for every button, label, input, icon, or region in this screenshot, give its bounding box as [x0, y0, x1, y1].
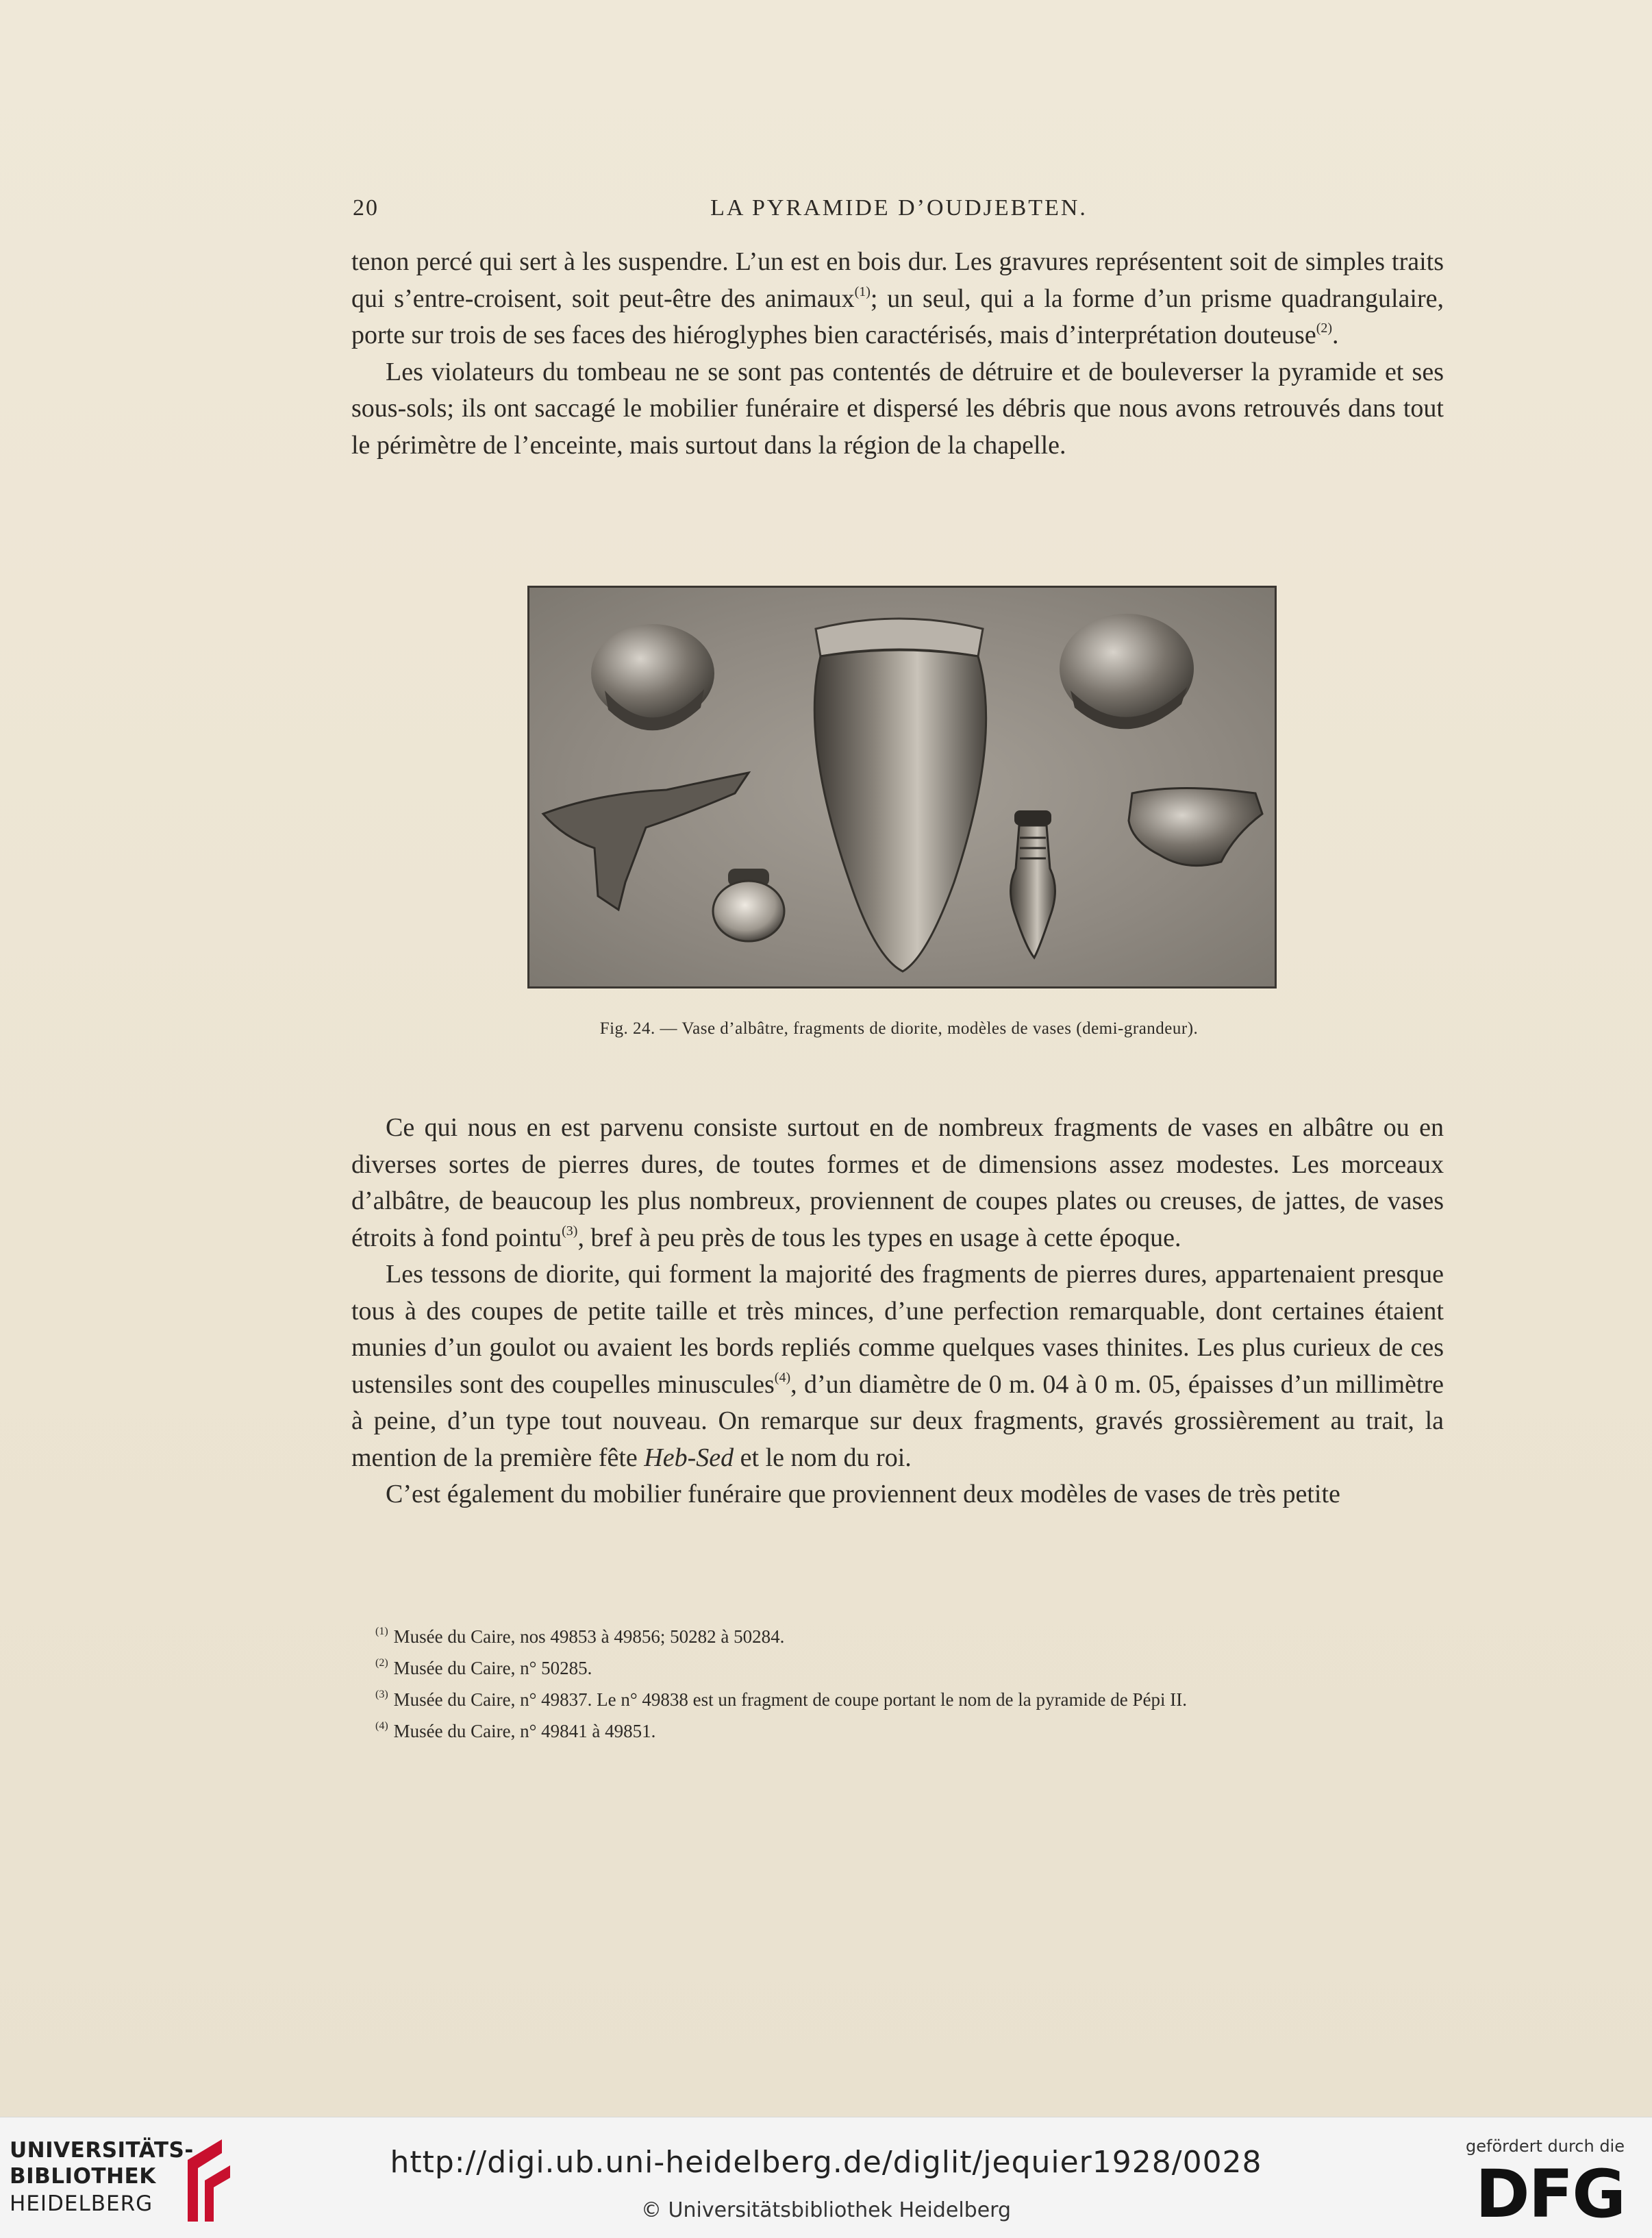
footnote-ref-3[interactable]: (3): [562, 1223, 578, 1239]
paragraph-4: Les tessons de diorite, qui forment la majorité des fragments de pierres dures, appartenaient presque tous à des coupes de petite taille et très minces, d’une perfection remarquable, dont certaines étaient munies d’un goulot ou avaient les bords repliés comme quelques vases thinites. Les plus curieux de ces ustensiles sont des coupelles minuscules$^{(4)}$, d’un diamètre de 0 m. 04 à 0 m. 05, épaisses d’un millimètre à peine, d’un type tout nouveau. On remarque sur deux fragments, gravés grossièrement au trait, la mention de la première fête Heb-Sed et le nom du roi.: [351, 1260, 1444, 1472]
university-library-logo[interactable]: UNIVERSITÄTS- BIBLIOTHEK HEIDELBERG: [10, 2133, 236, 2228]
diorite-fragment-right: [1129, 788, 1262, 866]
text-block-bottom: [351, 1110, 1444, 1513]
running-title: LA PYRAMIDE D’OUDJEBTEN.: [710, 195, 1088, 221]
footnote-2: $^{(2)}$ Musée du Caire, n° 50285.: [375, 1657, 592, 1678]
figure-caption: Fig. 24. — Vase d’albâtre, fragments de diorite, modèles de vases (demi-grandeur).: [599, 1019, 1199, 1038]
paragraph-5: C’est également du mobilier funéraire que proviennent deux modèles de vases de très petite: [386, 1480, 1340, 1508]
diorite-fragment-t-shaped: [543, 773, 749, 910]
figure-photo: [527, 586, 1277, 989]
dfg-funding-logo[interactable]: gefördert durch die DFG: [1466, 2137, 1625, 2233]
vase-model-round: [713, 869, 784, 941]
paragraph-3: Ce qui nous en est parvenu consiste surtout en de nombreux fragments de vases en albâtre ou en diverses sortes de pierres dures, de toutes formes et de dimensions assez modestes. Les morceaux d’albâtre, de beaucoup les plus nombreux, proviennent de coupes plates ou creuses, de jattes, de vases étroits à fond pointu$^{(3)}$, bref à peu près de tous les types en usage à cette époque.: [351, 1113, 1444, 1252]
footnote-ref-1[interactable]: (1): [854, 284, 871, 299]
text-block-top: [351, 244, 1444, 464]
footnote-3: $^{(3)}$ Musée du Caire, n° 49837. Le n° 49838 est un fragment de coupe portant le nom de la pyramide de Pépi II.: [375, 1689, 1187, 1710]
copyright-notice: © Universitätsbibliothek Heidelberg: [640, 2198, 1011, 2222]
alabaster-vase: [814, 619, 986, 971]
running-header: [353, 195, 1445, 229]
heb-sed-term: Heb-Sed: [644, 1443, 734, 1472]
viewer-footer: [0, 2117, 1652, 2238]
footnote-ref-2[interactable]: (2): [1316, 321, 1333, 336]
paragraph-1: tenon percé qui sert à les suspendre. L’un est en bois dur. Les gravures représentent soit de simples traits qui s’entre-croisent, soit peut-être des animaux$^{(1)}$; un seul, qui a la forme d’un prisme quadrangulaire, porte sur trois de ses faces des hiéroglyphes bien caractérisés, mais d’interprétation douteuse$^{(2)}$.: [351, 247, 1444, 349]
paragraph-2: Les violateurs du tombeau ne se sont pas contentés de détruire et de bouleverser la pyramide et ses sous-sols; ils ont saccagé le mobilier funéraire et dispersé les débris que nous avons retrouvés dans tout le périmètre de l’enceinte, mais surtout dans la région de la chapelle.: [351, 357, 1444, 460]
footnotes: [375, 1621, 1444, 1747]
permalink-url[interactable]: http://digi.ub.uni-heidelberg.de/diglit/jequier1928/0028: [390, 2145, 1262, 2180]
page-number: 20: [353, 195, 379, 221]
diorite-fragment-disc-right: [1060, 614, 1194, 729]
footnote-1: $^{(1)}$ Musée du Caire, nos 49853 à 49856; 50282 à 50284.: [375, 1626, 785, 1647]
footnote-4: $^{(4)}$ Musée du Caire, n° 49841 à 49851.: [375, 1720, 656, 1741]
footnote-ref-4[interactable]: (4): [774, 1369, 791, 1385]
diorite-fragment-disc-left: [591, 624, 714, 730]
vase-model-tall: [1011, 810, 1055, 958]
